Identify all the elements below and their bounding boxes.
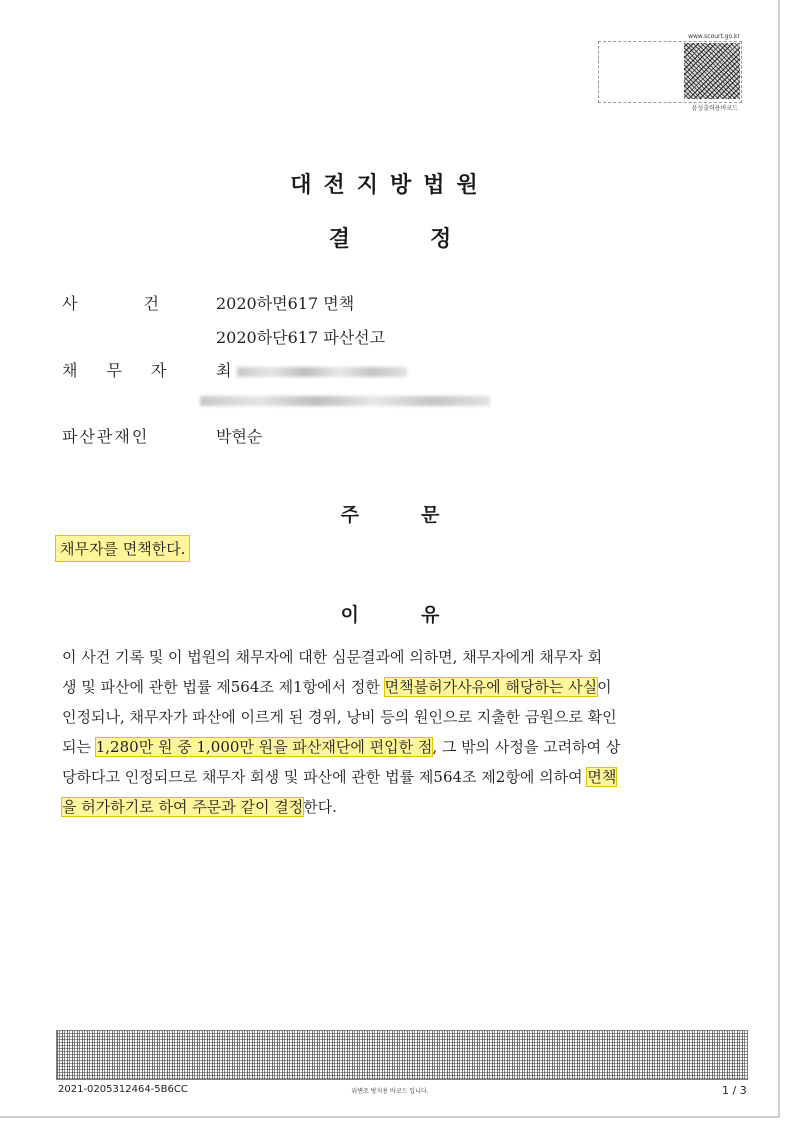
reason-line-3: 인정되나, 채무자가 파산에 이르게 된 경위, 낭비 등의 원인으로 지출한 금원으로 확인 bbox=[62, 708, 617, 726]
document-type: 결정 bbox=[328, 227, 532, 252]
reason-line-4-text: 되는 bbox=[62, 738, 96, 756]
reason-line-4-tail: , 그 밖의 사정을 고려하여 상 bbox=[432, 738, 621, 756]
page-number: 1 / 3 bbox=[722, 1084, 747, 1097]
court-name: 대전지방법원 bbox=[290, 173, 490, 198]
debtor-address bbox=[200, 390, 490, 409]
qr-code-icon bbox=[684, 43, 740, 99]
reason-line-4 bbox=[62, 732, 722, 762]
anti-forgery-caption: 위변조 방지용 바코드 입니다. bbox=[351, 1088, 429, 1095]
trustee-label: 파산관재인 bbox=[62, 427, 150, 446]
reason-line-2-text: 생 및 파산에 관한 법률 제564조 제1항에서 정한 bbox=[62, 678, 385, 696]
redacted-name bbox=[237, 367, 407, 377]
highlight-nonexemption: 면책불허가사유에 해당하는 사실 bbox=[384, 678, 598, 696]
reason-line-5-text: 당하다고 인정되므로 채무자 회생 및 파산에 관한 법률 제564조 제2항에 의하여 bbox=[62, 768, 588, 786]
reason-line-2-tail: 이 bbox=[597, 678, 612, 696]
case-label: 사건 bbox=[62, 294, 225, 313]
voice-barcode-box bbox=[598, 33, 742, 111]
debtor-label: 채무자 bbox=[62, 361, 196, 380]
trustee-name: 박현순 bbox=[216, 427, 263, 446]
reason-line-6 bbox=[62, 792, 722, 822]
reason-line-6-tail: 한다. bbox=[303, 798, 337, 816]
ruling-text: 채무자를 면책한다. bbox=[56, 536, 189, 561]
reason-line-2 bbox=[62, 672, 722, 702]
highlight-amount: 1,280만 원 중 1,000만 원을 파산재단에 편입한 점 bbox=[95, 738, 433, 756]
ruling-heading: 주문 bbox=[340, 504, 502, 526]
case-number-1: 2020하면617 면책 bbox=[216, 294, 355, 313]
reason-body bbox=[62, 642, 722, 822]
highlight-decision: 을 허가하기로 하여 주문과 같이 결정 bbox=[62, 798, 304, 816]
highlight-exemption: 면책 bbox=[587, 768, 617, 786]
reason-heading: 이유 bbox=[340, 604, 502, 626]
case-number-2: 2020하단617 파산선고 bbox=[216, 328, 386, 347]
redacted-address bbox=[200, 396, 490, 406]
court-url: www.scourt.go.kr bbox=[688, 33, 740, 40]
anti-forgery-barcode bbox=[56, 1030, 748, 1080]
document-id: 2021-0205312464-5B6CC bbox=[58, 1084, 188, 1095]
debtor-name bbox=[216, 358, 407, 381]
debtor-name-prefix: 최 bbox=[216, 361, 232, 380]
barcode-caption: 음성출력용바코드 bbox=[691, 105, 738, 112]
reason-line-5 bbox=[62, 762, 722, 792]
reason-line-1: 이 사건 기록 및 이 법원의 채무자에 대한 심문결과에 의하면, 채무자에게 채무자 회 bbox=[62, 648, 603, 666]
